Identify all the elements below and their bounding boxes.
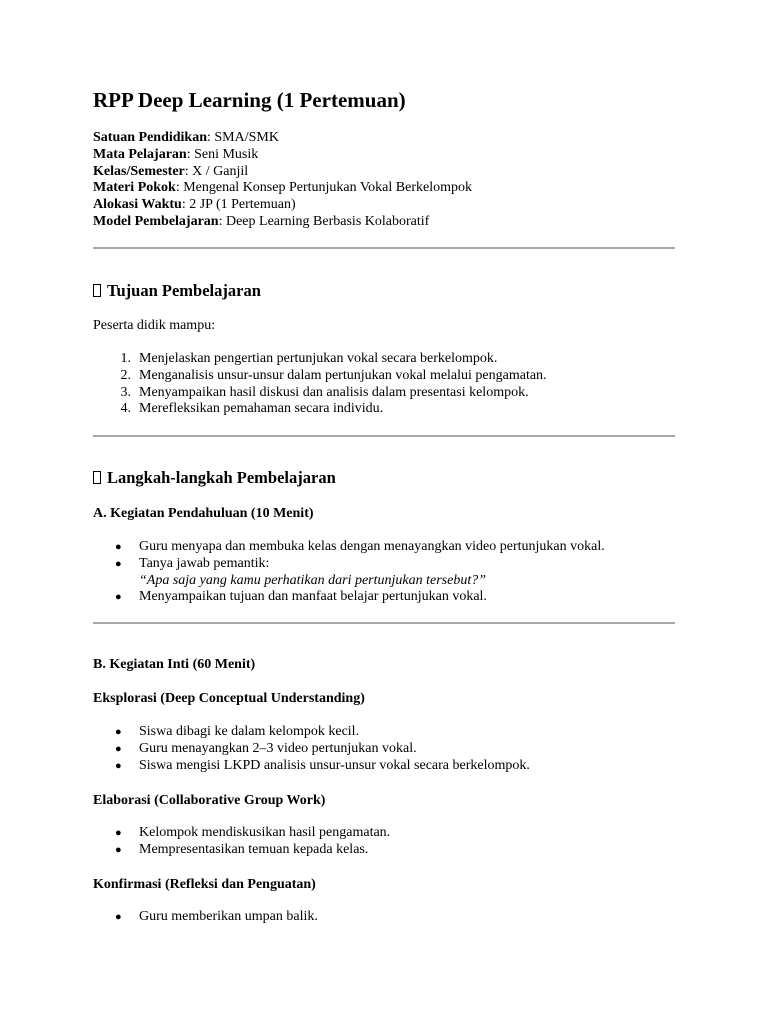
meta-kelas-semester xyxy=(93,164,472,181)
list-item xyxy=(93,909,318,926)
bullet-icon: ● xyxy=(115,843,122,856)
list-item xyxy=(93,556,605,590)
list-item-text: Guru memberikan umpan balik. xyxy=(139,909,318,924)
bullet-icon: ● xyxy=(115,759,122,772)
list-item xyxy=(93,385,547,402)
document-title: RPP Deep Learning (1 Pertemuan) xyxy=(93,88,406,112)
section-heading-langkah xyxy=(93,468,336,488)
list-item xyxy=(93,368,547,385)
list-item-text: Menyampaikan tujuan dan manfaat belajar pertunjukan vokal. xyxy=(139,589,487,605)
list-item-text: Menganalisis unsur-unsur dalam pertunjukan vokal melalui pengamatan. xyxy=(139,367,547,383)
list-item-text: Menyampaikan hasil diskusi dan analisis dalam presentasi kelompok. xyxy=(139,384,529,400)
bullet-icon: ● xyxy=(115,827,122,839)
elaborasi-list xyxy=(93,825,390,859)
section-heading-text: Tujuan Pembelajaran xyxy=(107,281,261,300)
list-item-text: Merefleksikan pemahaman secara individu. xyxy=(139,401,384,417)
pendahuluan-list xyxy=(93,539,605,606)
list-item xyxy=(93,589,605,606)
list-item xyxy=(93,758,530,775)
meta-value: : Seni Musik xyxy=(186,146,259,162)
list-item-text: Kelompok mendiskusikan hasil pengamatan. xyxy=(139,825,391,840)
meta-satuan-pendidikan xyxy=(93,130,472,147)
section-heading-text: Langkah-langkah Pembelajaran xyxy=(107,468,336,487)
meta-value: : X / Ganjil xyxy=(184,163,249,179)
pendahuluan-heading: A. Kegiatan Pendahuluan (10 Menit) xyxy=(93,506,314,521)
meta-key: Mata Pelajaran xyxy=(93,146,187,162)
konfirmasi-heading: Konfirmasi (Refleksi dan Penguatan) xyxy=(93,877,316,892)
tujuan-intro: Peserta didik mampu: xyxy=(93,318,216,333)
list-item xyxy=(93,825,390,842)
meta-key: Materi Pokok xyxy=(93,180,176,196)
meta-value: : SMA/SMK xyxy=(207,130,279,145)
list-item xyxy=(93,724,530,741)
meta-value: : 2 JP (1 Pertemuan) xyxy=(181,197,296,213)
list-number: 4. xyxy=(120,401,131,417)
bullet-icon: ● xyxy=(115,557,122,570)
list-item-text: Siswa mengisi LKPD analisis unsur-unsur vokal secara berkelompok. xyxy=(139,757,530,773)
list-item xyxy=(93,351,547,368)
meta-key: Alokasi Waktu xyxy=(93,197,182,213)
eksplorasi-heading: Eksplorasi (Deep Conceptual Understanding) xyxy=(93,691,365,706)
metadata-block xyxy=(93,130,472,231)
meta-model-pembelajaran xyxy=(93,214,472,231)
list-item-text: Tanya jawab pemantik: xyxy=(139,555,270,571)
list-item-text: Mempresentasikan temuan kepada kelas. xyxy=(139,841,369,857)
section-heading-tujuan xyxy=(93,281,261,301)
pemantik-question: “Apa saja yang kamu perhatikan dari pertunjukan tersebut?” xyxy=(139,572,486,588)
list-item xyxy=(93,842,390,859)
horizontal-rule xyxy=(93,622,675,624)
konfirmasi-list xyxy=(93,909,318,926)
inti-heading: B. Kegiatan Inti (60 Menit) xyxy=(93,657,256,672)
bullet-icon: ● xyxy=(115,591,122,604)
list-item-text: Siswa dibagi ke dalam kelompok kecil. xyxy=(139,724,360,739)
missing-glyph-icon xyxy=(93,471,101,484)
tujuan-list xyxy=(93,351,547,418)
meta-alokasi-waktu xyxy=(93,197,472,214)
list-item xyxy=(93,741,530,758)
bullet-icon: ● xyxy=(115,541,122,553)
list-number: 2. xyxy=(120,367,131,383)
list-item xyxy=(93,539,605,556)
meta-value: : Mengenal Konsep Pertunjukan Vokal Berkelompok xyxy=(175,180,472,196)
list-number: 3. xyxy=(120,384,131,400)
meta-key: Model Pembelajaran xyxy=(93,213,219,229)
elaborasi-heading: Elaborasi (Collaborative Group Work) xyxy=(93,793,326,808)
list-item xyxy=(93,401,547,418)
list-item-text: Menjelaskan pengertian pertunjukan vokal secara berkelompok. xyxy=(139,351,498,366)
horizontal-rule xyxy=(93,247,675,249)
missing-glyph-icon xyxy=(93,284,101,297)
meta-key: Kelas/Semester xyxy=(93,163,185,179)
horizontal-rule xyxy=(93,435,675,437)
list-item-text: Guru menyapa dan membuka kelas dengan menayangkan video pertunjukan vokal. xyxy=(139,539,605,554)
meta-materi-pokok xyxy=(93,180,472,197)
bullet-icon: ● xyxy=(115,726,122,738)
bullet-icon: ● xyxy=(115,911,122,923)
meta-key: Satuan Pendidikan xyxy=(93,130,207,145)
list-number: 1. xyxy=(120,351,131,366)
eksplorasi-list xyxy=(93,724,530,774)
list-item-text: Guru menayangkan 2–3 video pertunjukan vokal. xyxy=(139,740,417,756)
meta-mata-pelajaran xyxy=(93,147,472,164)
bullet-icon: ● xyxy=(115,742,122,755)
meta-value: : Deep Learning Berbasis Kolaboratif xyxy=(218,213,430,229)
